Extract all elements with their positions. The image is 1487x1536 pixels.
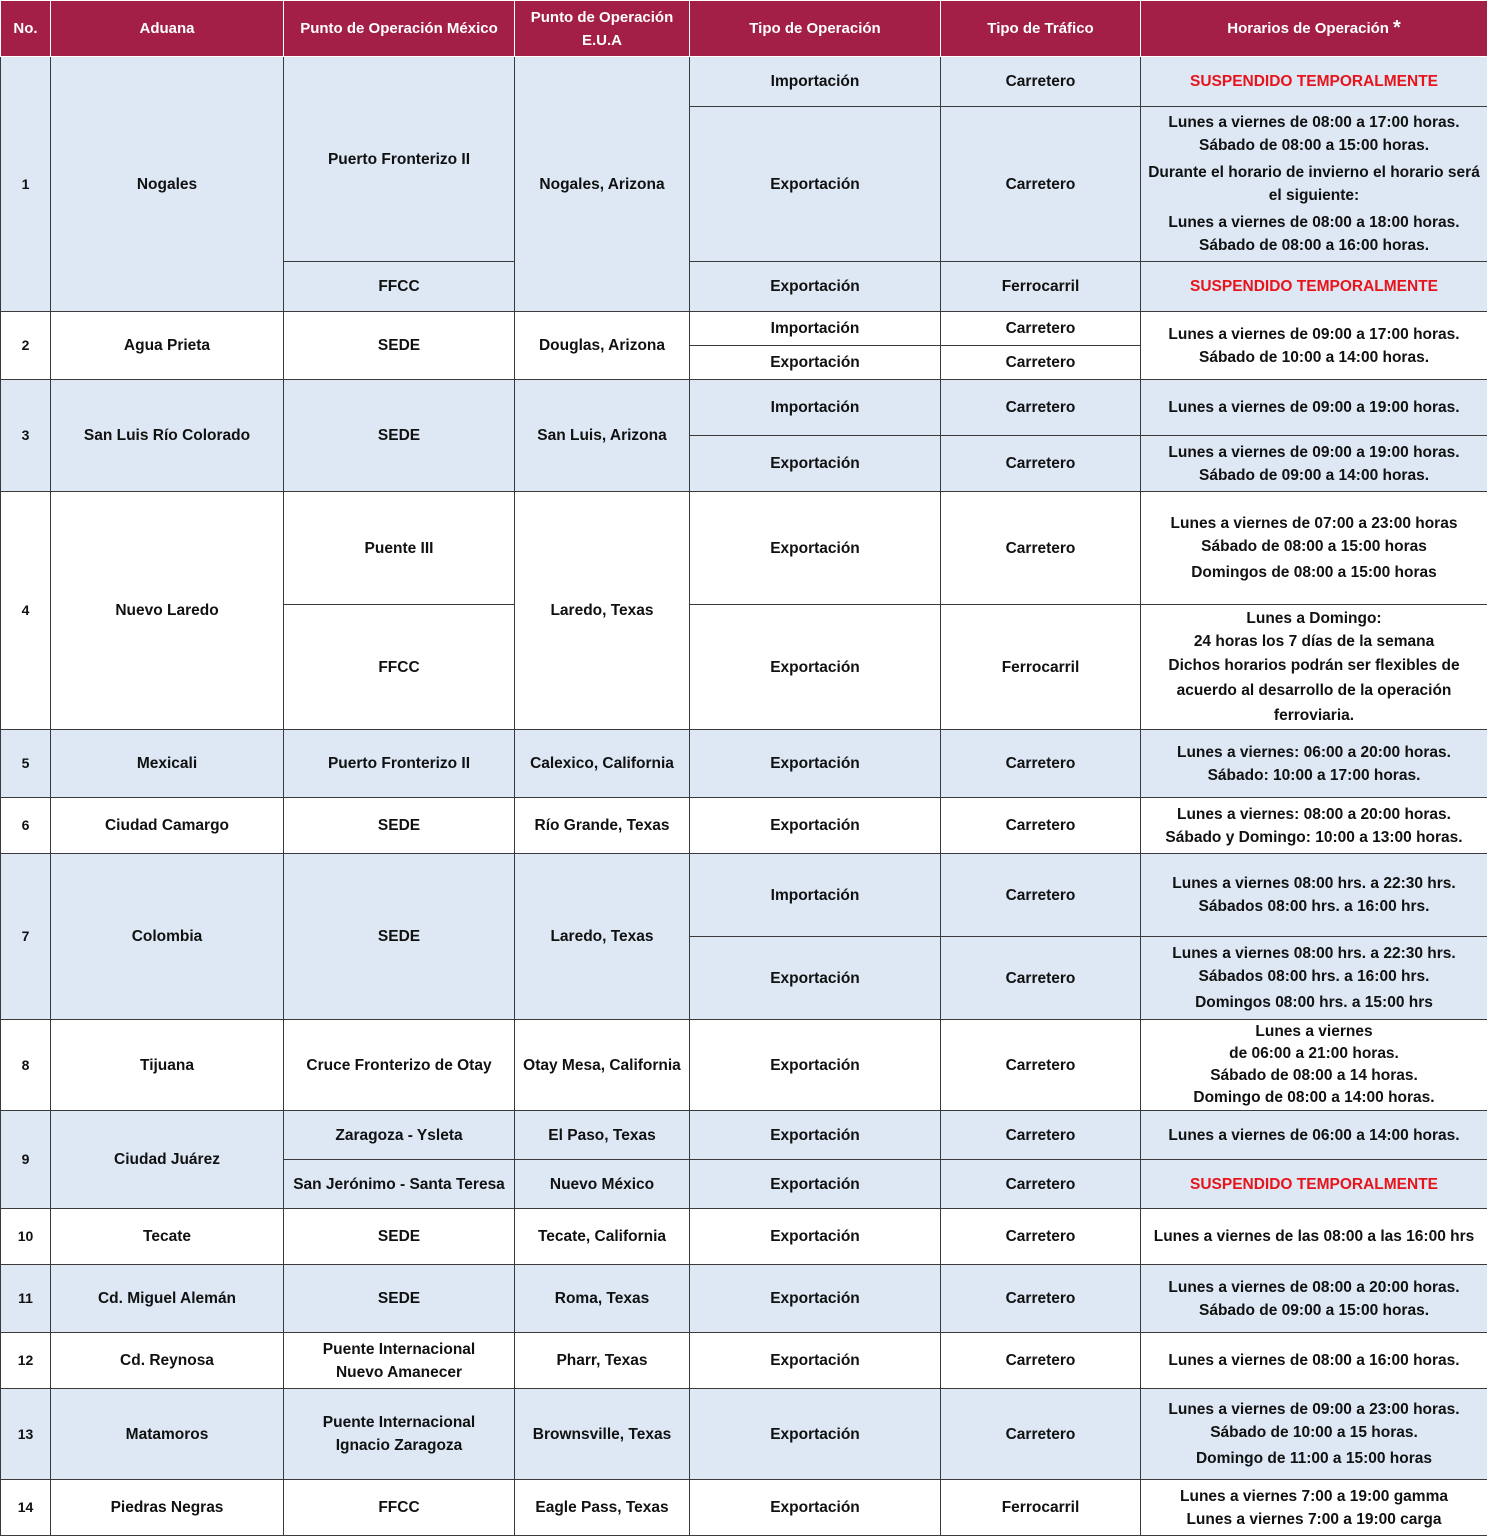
row-number: 9 bbox=[1, 1111, 51, 1209]
row-number: 5 bbox=[1, 730, 51, 798]
header-tipo-trafico: Tipo de Tráfico bbox=[941, 1, 1141, 57]
row-number: 1 bbox=[1, 57, 51, 312]
row-number: 11 bbox=[1, 1265, 51, 1333]
table-row bbox=[1, 854, 1487, 937]
punto-eua-cell: Laredo, Texas bbox=[515, 492, 690, 730]
horario-line: Lunes a viernes de 06:00 a 14:00 horas. bbox=[1168, 1126, 1460, 1144]
tipo-operacion-cell: Importación bbox=[690, 854, 941, 937]
aduana-cell: Nogales bbox=[51, 57, 284, 312]
horario-line: Sábado de 10:00 a 14:00 horas. bbox=[1198, 348, 1430, 366]
punto-mexico-cell: SEDE bbox=[284, 1265, 515, 1333]
horario-line: Sábado y Domingo: 10:00 a 13:00 horas. bbox=[1165, 828, 1463, 846]
punto-mexico-cell: SEDE bbox=[284, 312, 515, 380]
punto-mexico-cell: Cruce Fronterizo de Otay bbox=[284, 1020, 515, 1111]
header-horarios bbox=[1141, 1, 1487, 57]
horario-line: Sábado de 08:00 a 16:00 horas. bbox=[1198, 237, 1430, 254]
horario-line: Lunes a viernes de 07:00 a 23:00 horas bbox=[1170, 515, 1458, 532]
horario-line: Sábado de 09:00 a 15:00 horas. bbox=[1198, 1301, 1430, 1319]
punto-eua-cell: Roma, Texas bbox=[515, 1265, 690, 1333]
horario-line: de 06:00 a 21:00 horas. bbox=[1229, 1045, 1399, 1062]
tipo-operacion-cell: Exportación bbox=[690, 1020, 941, 1111]
horario-cell bbox=[1141, 107, 1487, 262]
tipo-operacion-cell: Importación bbox=[690, 312, 941, 346]
horario-line: Lunes a viernes de 09:00 a 23:00 horas. bbox=[1168, 1401, 1460, 1418]
tipo-operacion-cell: Importación bbox=[690, 57, 941, 107]
horario-cell bbox=[1141, 854, 1487, 937]
row-number: 2 bbox=[1, 312, 51, 380]
horario-line: Sábados 08:00 hrs. a 16:00 hrs. bbox=[1198, 968, 1430, 985]
punto-mexico-cell: Zaragoza - Ysleta bbox=[284, 1111, 515, 1160]
tipo-operacion-cell: Exportación bbox=[690, 346, 941, 380]
tipo-operacion-cell: Exportación bbox=[690, 107, 941, 262]
horario-line: Domingo de 11:00 a 15:00 horas bbox=[1195, 1450, 1433, 1467]
tipo-trafico-cell: Carretero bbox=[941, 57, 1141, 107]
aduana-cell: Agua Prieta bbox=[51, 312, 284, 380]
punto-eua-cell: Otay Mesa, California bbox=[515, 1020, 690, 1111]
tipo-operacion-cell: Exportación bbox=[690, 937, 941, 1020]
tipo-trafico-cell: Carretero bbox=[941, 1389, 1141, 1480]
header-no: No. bbox=[1, 1, 51, 57]
aduana-cell: San Luis Río Colorado bbox=[51, 380, 284, 492]
row-number: 8 bbox=[1, 1020, 51, 1111]
horario-line: Sábado de 08:00 a 14 horas. bbox=[1210, 1067, 1418, 1084]
header-punto-mexico: Punto de Operación México bbox=[284, 1, 515, 57]
tipo-trafico-cell: Ferrocarril bbox=[941, 1480, 1141, 1536]
horario-cell bbox=[1141, 380, 1487, 436]
horario-line: 24 horas los 7 días de la semana bbox=[1193, 632, 1435, 650]
horario-line: Sábado de 08:00 a 15:00 horas. bbox=[1198, 137, 1430, 154]
header-horarios-label: Horarios de Operación bbox=[1227, 20, 1389, 37]
horario-cell bbox=[1141, 730, 1487, 798]
header-tipo-operacion: Tipo de Operación bbox=[690, 1, 941, 57]
tipo-operacion-cell: Exportación bbox=[690, 1480, 941, 1536]
tipo-operacion-cell: Exportación bbox=[690, 1389, 941, 1480]
tipo-operacion-cell: Exportación bbox=[690, 1111, 941, 1160]
status-suspended: SUSPENDIDO TEMPORALMENTE bbox=[1141, 262, 1487, 312]
horario-line: Lunes a viernes: 06:00 a 20:00 horas. bbox=[1177, 743, 1451, 761]
tipo-operacion-cell: Exportación bbox=[690, 1209, 941, 1265]
table-row bbox=[1, 1020, 1487, 1111]
horario-line: Lunes a viernes de 08:00 a 17:00 horas. bbox=[1168, 114, 1460, 131]
punto-eua-cell: Calexico, California bbox=[515, 730, 690, 798]
row-number: 13 bbox=[1, 1389, 51, 1480]
punto-mexico-cell: Puente Internacional Nuevo Amanecer bbox=[284, 1333, 515, 1389]
table-row bbox=[1, 1111, 1487, 1160]
table-row bbox=[1, 730, 1487, 798]
table-row bbox=[1, 312, 1487, 346]
punto-eua-cell: El Paso, Texas bbox=[515, 1111, 690, 1160]
table-row bbox=[1, 1389, 1487, 1480]
header-aduana: Aduana bbox=[51, 1, 284, 57]
tipo-trafico-cell: Carretero bbox=[941, 107, 1141, 262]
tipo-trafico-cell: Carretero bbox=[941, 492, 1141, 605]
punto-eua-cell: Brownsville, Texas bbox=[515, 1389, 690, 1480]
horario-line: Lunes a viernes de 09:00 a 19:00 horas. bbox=[1168, 399, 1460, 416]
table-row bbox=[1, 1265, 1487, 1333]
horario-line: Lunes a viernes: 08:00 a 20:00 horas. bbox=[1177, 805, 1451, 823]
tipo-trafico-cell: Carretero bbox=[941, 436, 1141, 492]
horario-line: Sábado de 10:00 a 15 horas. bbox=[1210, 1424, 1418, 1441]
table-row bbox=[1, 1333, 1487, 1389]
aduana-cell: Piedras Negras bbox=[51, 1480, 284, 1536]
aduana-cell: Tecate bbox=[51, 1209, 284, 1265]
punto-eua-cell: Pharr, Texas bbox=[515, 1333, 690, 1389]
horario-line: Lunes a viernes 08:00 hrs. a 22:30 hrs. bbox=[1172, 875, 1456, 892]
row-number: 6 bbox=[1, 798, 51, 854]
punto-mexico-cell: Puerto Fronterizo II bbox=[284, 57, 515, 262]
table-row bbox=[1, 57, 1487, 107]
tipo-operacion-cell: Importación bbox=[690, 380, 941, 436]
horario-cell bbox=[1141, 1480, 1487, 1536]
tipo-trafico-cell: Ferrocarril bbox=[941, 605, 1141, 730]
punto-mexico-cell: San Jerónimo - Santa Teresa bbox=[284, 1160, 515, 1209]
horario-line: Lunes a Domingo: bbox=[1246, 609, 1382, 627]
tipo-trafico-cell: Ferrocarril bbox=[941, 262, 1141, 312]
tipo-trafico-cell: Carretero bbox=[941, 1265, 1141, 1333]
horario-line: Lunes a viernes 7:00 a 19:00 carga bbox=[1186, 1510, 1442, 1528]
table-row bbox=[1, 492, 1487, 605]
table-row bbox=[1, 1209, 1487, 1265]
table-row bbox=[1, 798, 1487, 854]
tipo-operacion-cell: Exportación bbox=[690, 492, 941, 605]
horario-cell bbox=[1141, 312, 1487, 380]
punto-mexico-cell: Puente Internacional Ignacio Zaragoza bbox=[284, 1389, 515, 1480]
table-row bbox=[1, 380, 1487, 436]
row-number: 7 bbox=[1, 854, 51, 1020]
status-suspended: SUSPENDIDO TEMPORALMENTE bbox=[1141, 57, 1487, 107]
aduana-cell: Cd. Reynosa bbox=[51, 1333, 284, 1389]
horario-cell bbox=[1141, 937, 1487, 1020]
horario-cell bbox=[1141, 605, 1487, 730]
status-suspended: SUSPENDIDO TEMPORALMENTE bbox=[1141, 1160, 1487, 1209]
horario-line: Lunes a viernes bbox=[1255, 1023, 1373, 1040]
tipo-operacion-cell: Exportación bbox=[690, 730, 941, 798]
punto-mexico-cell: Puerto Fronterizo II bbox=[284, 730, 515, 798]
punto-eua-cell: Nogales, Arizona bbox=[515, 57, 690, 312]
horario-line: Sábados 08:00 hrs. a 16:00 hrs. bbox=[1198, 898, 1430, 915]
horario-cell bbox=[1141, 436, 1487, 492]
punto-mexico-cell: Puente III bbox=[284, 492, 515, 605]
horario-cell bbox=[1141, 1111, 1487, 1160]
tipo-trafico-cell: Carretero bbox=[941, 1020, 1141, 1111]
horario-line: Lunes a viernes de 08:00 a 16:00 horas. bbox=[1168, 1352, 1460, 1369]
horario-line: Sábado: 10:00 a 17:00 horas. bbox=[1207, 766, 1421, 784]
horario-line: Domingos 08:00 hrs. a 15:00 hrs bbox=[1195, 994, 1433, 1011]
punto-eua-cell: San Luis, Arizona bbox=[515, 380, 690, 492]
aduana-cell: Mexicali bbox=[51, 730, 284, 798]
tipo-trafico-cell: Carretero bbox=[941, 346, 1141, 380]
punto-mexico-cell: SEDE bbox=[284, 854, 515, 1020]
horario-line: Domingo de 08:00 a 14:00 horas. bbox=[1193, 1089, 1435, 1106]
tipo-operacion-cell: Exportación bbox=[690, 1265, 941, 1333]
punto-mexico-cell: SEDE bbox=[284, 798, 515, 854]
horario-line: Lunes a viernes de 09:00 a 19:00 horas. bbox=[1168, 443, 1460, 461]
horario-cell bbox=[1141, 1209, 1487, 1265]
punto-eua-cell: Río Grande, Texas bbox=[515, 798, 690, 854]
horario-line: Sábado de 09:00 a 14:00 horas. bbox=[1198, 466, 1430, 484]
horario-cell bbox=[1141, 492, 1487, 605]
row-number: 10 bbox=[1, 1209, 51, 1265]
tipo-operacion-cell: Exportación bbox=[690, 436, 941, 492]
tipo-trafico-cell: Carretero bbox=[941, 798, 1141, 854]
tipo-trafico-cell: Carretero bbox=[941, 1333, 1141, 1389]
horario-cell bbox=[1141, 1333, 1487, 1389]
horario-cell bbox=[1141, 1389, 1487, 1480]
punto-eua-cell: Tecate, California bbox=[515, 1209, 690, 1265]
aduana-cell: Tijuana bbox=[51, 1020, 284, 1111]
tipo-operacion-cell: Exportación bbox=[690, 262, 941, 312]
punto-mexico-cell: FFCC bbox=[284, 262, 515, 312]
table-row bbox=[1, 1480, 1487, 1536]
tipo-operacion-cell: Exportación bbox=[690, 798, 941, 854]
row-number: 3 bbox=[1, 380, 51, 492]
punto-mexico-cell: SEDE bbox=[284, 380, 515, 492]
aduana-cell: Ciudad Juárez bbox=[51, 1111, 284, 1209]
tipo-trafico-cell: Carretero bbox=[941, 380, 1141, 436]
punto-eua-cell: Douglas, Arizona bbox=[515, 312, 690, 380]
horario-cell bbox=[1141, 1265, 1487, 1333]
horario-line: Lunes a viernes de 08:00 a 18:00 horas. bbox=[1168, 214, 1460, 231]
tipo-trafico-cell: Carretero bbox=[941, 1209, 1141, 1265]
horario-line: Lunes a viernes de las 08:00 a las 16:00 hrs bbox=[1153, 1228, 1475, 1245]
punto-mexico-cell: FFCC bbox=[284, 605, 515, 730]
tipo-operacion-cell: Exportación bbox=[690, 605, 941, 730]
punto-eua-cell: Nuevo México bbox=[515, 1160, 690, 1209]
tipo-trafico-cell: Carretero bbox=[941, 854, 1141, 937]
horario-line: Lunes a viernes de 08:00 a 20:00 horas. bbox=[1168, 1278, 1460, 1296]
horario-cell bbox=[1141, 798, 1487, 854]
horario-line: Durante el horario de invierno el horario será el siguiente: bbox=[1148, 164, 1480, 204]
horario-cell bbox=[1141, 1020, 1487, 1111]
tipo-trafico-cell: Carretero bbox=[941, 730, 1141, 798]
row-number: 12 bbox=[1, 1333, 51, 1389]
row-number: 14 bbox=[1, 1480, 51, 1536]
punto-mexico-cell: FFCC bbox=[284, 1480, 515, 1536]
horario-line: Dichos horarios podrán ser flexibles de acuerdo al desarrollo de la operación ferroviaria. bbox=[1168, 656, 1460, 724]
punto-eua-cell: Eagle Pass, Texas bbox=[515, 1480, 690, 1536]
tipo-trafico-cell: Carretero bbox=[941, 312, 1141, 346]
aduana-cell: Colombia bbox=[51, 854, 284, 1020]
horario-line: Domingos de 08:00 a 15:00 horas bbox=[1191, 564, 1437, 581]
aduana-cell: Ciudad Camargo bbox=[51, 798, 284, 854]
horario-line: Sábado de 08:00 a 15:00 horas bbox=[1201, 538, 1427, 555]
asterisk-mark: * bbox=[1392, 17, 1401, 39]
tipo-operacion-cell: Exportación bbox=[690, 1160, 941, 1209]
horario-line: Lunes a viernes 7:00 a 19:00 gamma bbox=[1180, 1487, 1448, 1505]
horario-line: Lunes a viernes de 09:00 a 17:00 horas. bbox=[1168, 325, 1460, 343]
header-row bbox=[1, 1, 1487, 57]
aduana-cell: Cd. Miguel Alemán bbox=[51, 1265, 284, 1333]
aduana-cell: Nuevo Laredo bbox=[51, 492, 284, 730]
horario-line: Lunes a viernes 08:00 hrs. a 22:30 hrs. bbox=[1172, 945, 1456, 962]
punto-eua-cell: Laredo, Texas bbox=[515, 854, 690, 1020]
header-punto-eua: Punto de Operación E.U.A bbox=[515, 1, 690, 57]
row-number: 4 bbox=[1, 492, 51, 730]
tipo-operacion-cell: Exportación bbox=[690, 1333, 941, 1389]
tipo-trafico-cell: Carretero bbox=[941, 1160, 1141, 1209]
aduana-cell: Matamoros bbox=[51, 1389, 284, 1480]
tipo-trafico-cell: Carretero bbox=[941, 937, 1141, 1020]
punto-mexico-cell: SEDE bbox=[284, 1209, 515, 1265]
tipo-trafico-cell: Carretero bbox=[941, 1111, 1141, 1160]
